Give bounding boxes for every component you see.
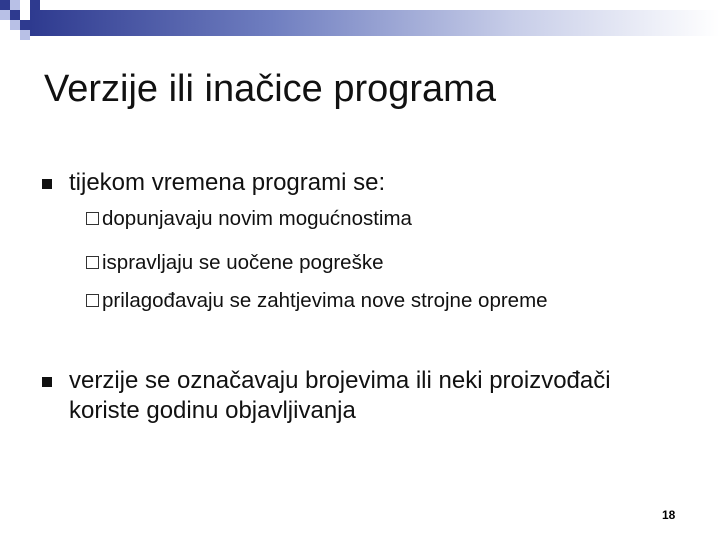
hollow-square-bullet-icon (86, 256, 99, 269)
decor-square (0, 10, 10, 20)
decor-square (10, 20, 20, 30)
decor-square (30, 0, 40, 10)
page-number: 18 (662, 508, 676, 522)
sub-bullet-text: ispravljaju se uočene pogreške (102, 251, 384, 274)
square-bullet-icon (42, 179, 52, 189)
header-gradient-bar (30, 10, 720, 36)
sub-bullet-text: dopunjavaju novim mogućnostima (102, 207, 412, 230)
sub-bullet-text: prilagođavaju se zahtjevima nove strojne opreme (102, 289, 548, 312)
hollow-square-bullet-icon (86, 212, 99, 225)
bullet-text: tijekom vremena programi se: (69, 169, 386, 196)
square-bullet-icon (42, 377, 52, 387)
decor-square (10, 0, 20, 10)
decor-square (10, 10, 20, 20)
decor-square (20, 20, 30, 30)
decor-square (20, 30, 30, 40)
decor-square (0, 0, 10, 10)
bullet-text: verzije se označavaju brojevima ili neki proizvođači koriste godinu objavljivanja (69, 367, 611, 424)
slide-title: Verzije ili inačice programa (44, 68, 496, 110)
hollow-square-bullet-icon (86, 294, 99, 307)
